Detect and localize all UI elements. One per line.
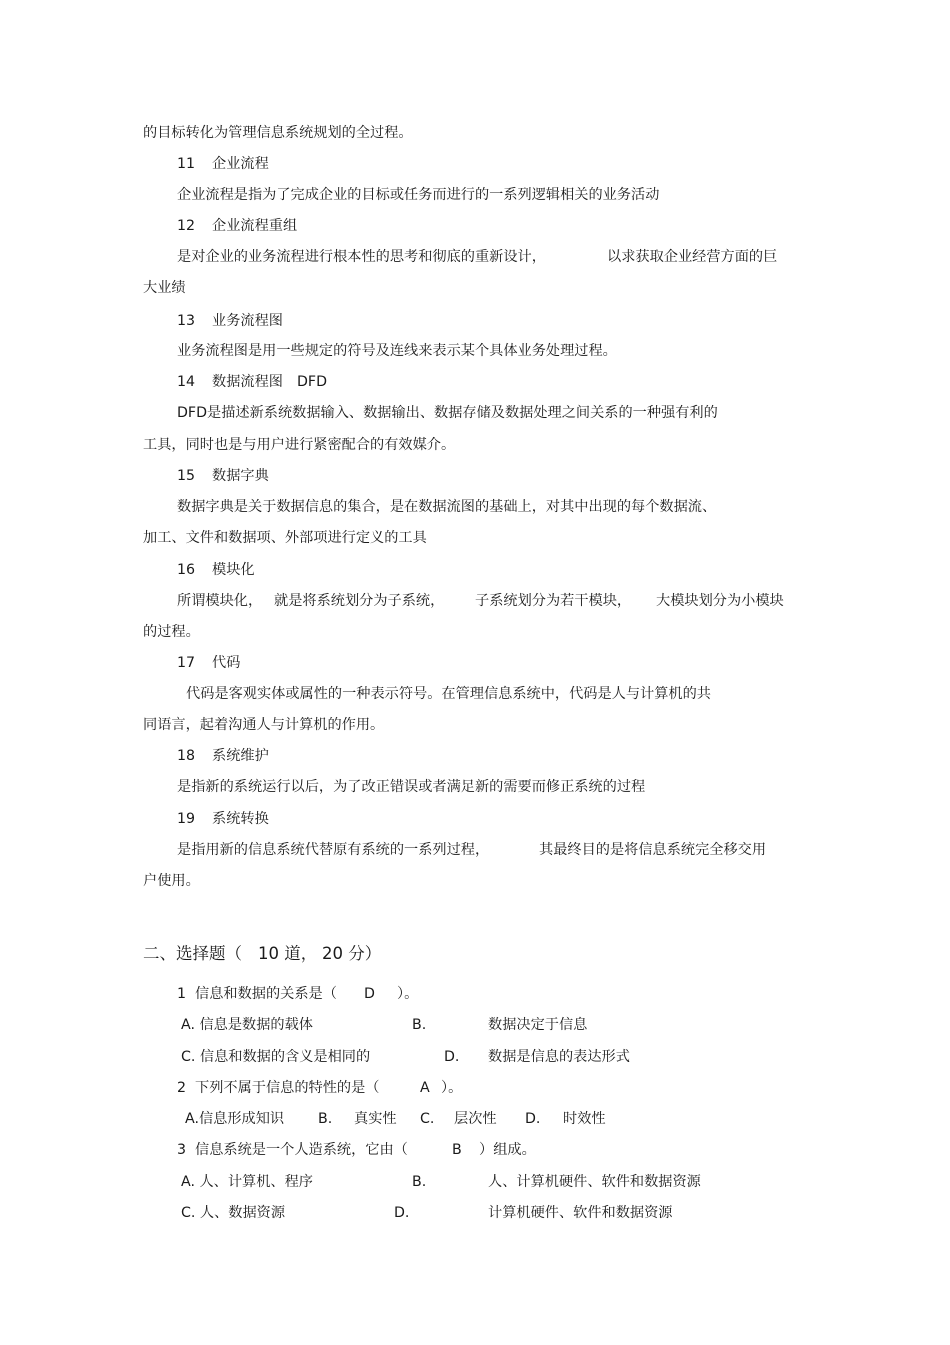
term-17-title: 代码 [212, 655, 241, 671]
term-19-number: 19 [177, 811, 196, 827]
question-2-option-c-letter: C. [420, 1111, 435, 1127]
question-1-option-d-text: 数据是信息的表达形式 [488, 1049, 630, 1065]
term-10-continuation: 的目标转化为管理信息系统规划的全过程。 [143, 125, 413, 141]
question-3-option-d-text: 计算机硬件、软件和数据资源 [488, 1205, 673, 1221]
term-16-number: 16 [177, 562, 196, 578]
term-12-number: 12 [177, 218, 196, 234]
term-16-title: 模块化 [212, 562, 255, 578]
term-18-definition: 是指新的系统运行以后，为了改正错误或者满足新的需要而修正系统的过程 [177, 779, 646, 795]
term-14-abbreviation: DFD [297, 374, 328, 390]
question-2-option-b-letter: B. [318, 1111, 333, 1127]
question-3-stem-end: ）组成。 [479, 1142, 536, 1158]
term-11-title: 企业流程 [212, 156, 269, 172]
term-13-number: 13 [177, 313, 196, 329]
term-16-definition-part3: 子系统划分为若干模块， [475, 593, 632, 609]
question-2-option-c-text: 层次性 [454, 1111, 497, 1127]
term-15-number: 15 [177, 468, 196, 484]
term-13-definition: 业务流程图是用一些规定的符号及连线来表示某个具体业务处理过程。 [177, 343, 617, 359]
question-1-answer: D [364, 986, 375, 1002]
term-18-number: 18 [177, 748, 196, 764]
question-3-option-b-text: 人、计算机硬件、软件和数据资源 [488, 1174, 701, 1190]
question-3-option-d-letter: D. [394, 1205, 410, 1221]
question-3-option-b-letter: B. [412, 1174, 427, 1190]
question-1-option-b-text: 数据决定于信息 [488, 1017, 588, 1033]
term-17-number: 17 [177, 655, 196, 671]
term-13-title: 业务流程图 [212, 313, 283, 329]
section-heading-score: 20 分） [322, 944, 382, 963]
term-12-definition-part3: 大业绩 [143, 280, 186, 296]
question-1-option-b-letter: B. [412, 1017, 427, 1033]
term-19-definition-part3: 户使用。 [143, 873, 200, 889]
question-1-option-d-letter: D. [444, 1049, 460, 1065]
term-18-title: 系统维护 [212, 748, 269, 764]
question-2-option-a: A.信息形成知识 [185, 1111, 285, 1127]
term-17-definition-line2: 同语言，起着沟通人与计算机的作用。 [143, 717, 385, 733]
term-11-definition: 企业流程是指为了完成企业的目标或任务而进行的一系列逻辑相关的业务活动 [177, 187, 660, 203]
question-3-answer: B [452, 1142, 462, 1158]
term-15-definition-line1: 数据字典是关于数据信息的集合，是在数据流图的基础上，对其中出现的每个数据流、 [177, 499, 717, 515]
term-12-title: 企业流程重组 [212, 218, 298, 234]
question-2-option-d-text: 时效性 [563, 1111, 606, 1127]
term-16-definition-part1: 所谓模块化， [177, 593, 263, 609]
section-heading-prefix: 二、选择题（ [143, 944, 242, 963]
question-3-option-a: A. 人、计算机、程序 [181, 1174, 313, 1190]
term-11-number: 11 [177, 156, 196, 172]
question-1-stem: 1 信息和数据的关系是（ [177, 986, 337, 1002]
question-2-stem-end: ）。 [441, 1080, 463, 1096]
question-3-stem: 3 信息系统是一个人造系统，它由（ [177, 1142, 408, 1158]
question-1-option-a: A. 信息是数据的载体 [181, 1017, 313, 1033]
term-15-title: 数据字典 [212, 468, 269, 484]
question-1-stem-end: ）。 [397, 986, 419, 1002]
question-3-option-c: C. 人、数据资源 [181, 1205, 286, 1221]
term-15-definition-line2: 加工、文件和数据项、外部项进行定义的工具 [143, 530, 427, 546]
term-16-definition-part4: 大模块划分为小模块 [656, 593, 784, 609]
term-14-definition-line2: 工具，同时也是与用户进行紧密配合的有效媒介。 [143, 437, 456, 453]
term-19-definition-part2: 其最终目的是将信息系统完全移交用 [539, 842, 767, 858]
question-2-option-d-letter: D. [525, 1111, 541, 1127]
question-2-stem: 2 下列不属于信息的特性的是（ [177, 1080, 380, 1096]
term-16-definition-part2: 就是将系统划分为子系统， [274, 593, 445, 609]
term-12-definition-part2: 以求获取企业经营方面的巨 [607, 249, 778, 265]
term-14-title: 数据流程图 [212, 374, 283, 390]
term-16-definition-part5: 的过程。 [143, 624, 200, 640]
term-17-definition-line1: 代码是客观实体或属性的一种表示符号。在管理信息系统中，代码是人与计算机的共 [186, 686, 711, 702]
question-2-answer: A [420, 1080, 430, 1096]
question-2-option-b-text: 真实性 [354, 1111, 397, 1127]
term-14-definition-line1: DFD是描述新系统数据输入、数据输出、数据存储及数据处理之间关系的一种强有利的 [177, 405, 718, 421]
term-19-title: 系统转换 [212, 811, 269, 827]
term-19-definition-part1: 是指用新的信息系统代替原有系统的一系列过程， [177, 842, 490, 858]
question-1-option-c: C. 信息和数据的含义是相同的 [181, 1049, 371, 1065]
section-heading-count: 10 道， [258, 944, 318, 963]
term-12-definition-part1: 是对企业的业务流程进行根本性的思考和彻底的重新设计， [177, 249, 546, 265]
term-14-number: 14 [177, 374, 196, 390]
